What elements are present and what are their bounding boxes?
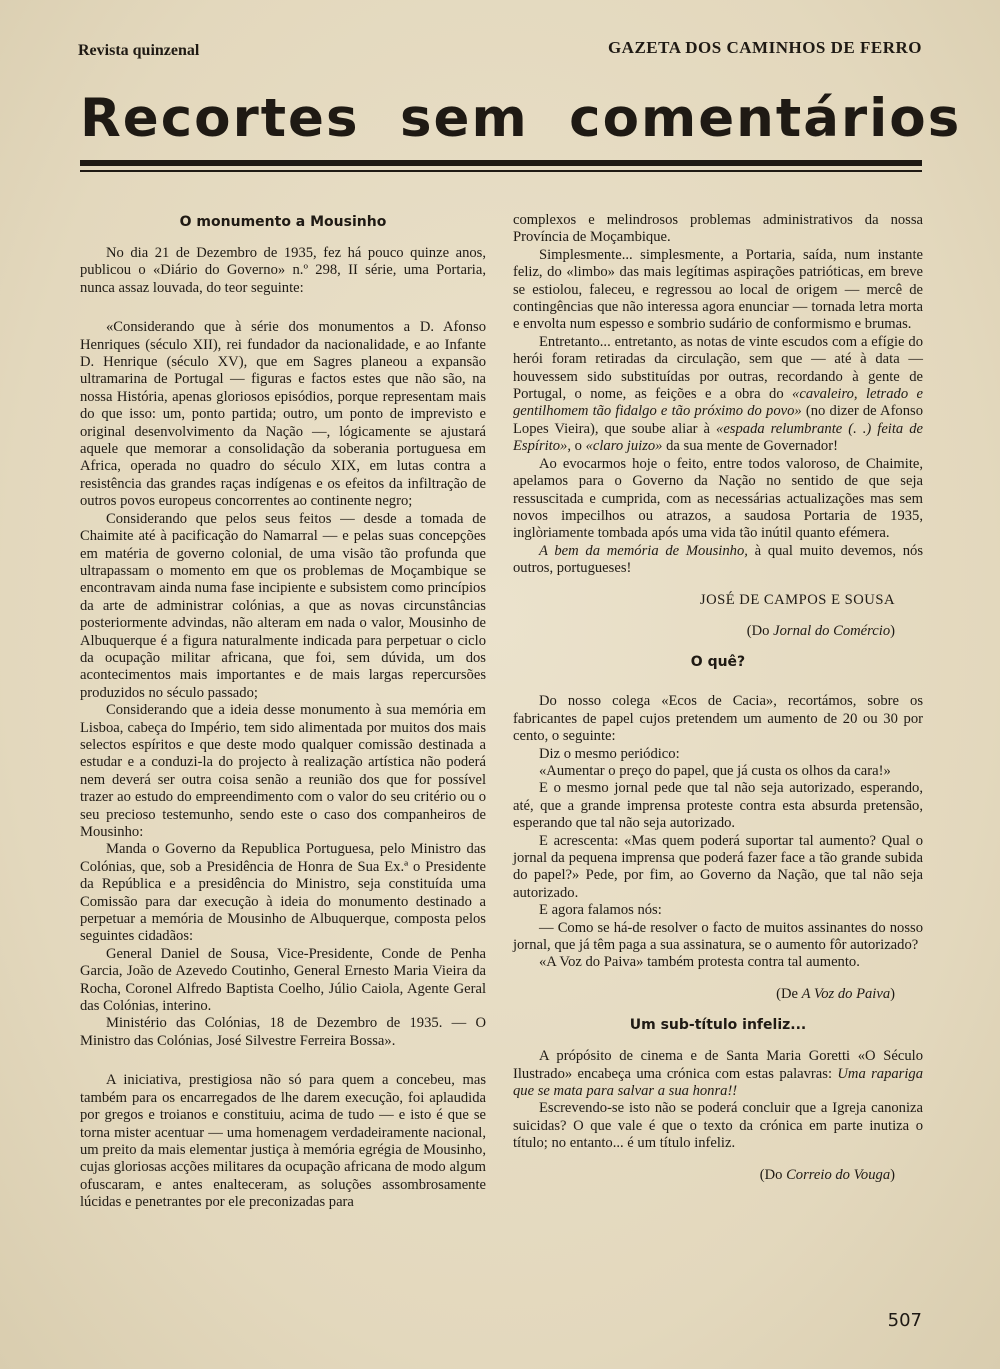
- paragraph: «Aumentar o preço do papel, que já custa os olhos da cara!»: [539, 762, 891, 779]
- column-left: [80, 214, 486, 1212]
- source-credit: (Do Correio do Vouga): [759, 1166, 895, 1183]
- paragraph: A iniciativa, prestigiosa não só para quem a concebeu, mas também para os encarregados de lhe darem execução, foi aplaudida por gregos e troianos e constituiu, acima de tudo — e isto é que se torna mister acentuar — uma homenagem verdadeiramente nacional, um preito da mais elementar justiça à memória egrégia de Mousinho, cujas gloriosas acções militares da ocupação africana de modo algum ofuscaram, e antes enalteceram, as soluções assombrosamente lúcidas e penetrantes por ele preconizadas para: [80, 1072, 486, 1211]
- article-heading: O quê?: [690, 654, 746, 671]
- paragraph: E agora falamos nós:: [539, 902, 662, 919]
- paragraph: No dia 21 de Dezembro de 1935, fez há pouco quinze anos, publicou o «Diário do Governo» n.º 298, II série, uma Portaria, nunca assaz louvada, do teor seguinte:: [80, 245, 486, 296]
- paragraph: Escrevendo-se isto não se poderá concluir que a Igreja canoniza suicidas? O que vale é que o texto da crónica em parte inutiza o título; no entanto... é um título infeliz.: [513, 1100, 923, 1152]
- page-number: 507: [887, 1310, 922, 1331]
- text-run: (no dizer de Afonso Lopes Vieira), que soube aliar à: [513, 403, 923, 437]
- italic-quote: Uma rapariga que se mata para salvar a sua honra!!: [513, 1065, 923, 1100]
- italic-phrase: A bem da memória de Mousinho,: [539, 542, 748, 559]
- italic-quote: «cavaleiro, letrado e gentilhomem tão fidalgo e tão próximo do povo»: [513, 386, 923, 420]
- title-rule-thick: [80, 160, 922, 166]
- paragraph: Considerando que a ideia desse monumento à sua memória em Lisboa, cabeça do Império, tem sido alimentada por muitos dos mais selectos espíritos e que deste modo qualquer comissão destinada a estudar e a conduzi-la do projecto à realização artística não poderá nem deverá ser outra coisa senão a reunião dos que for possível trazer ao estudo do empreendimento com o valor do seu critério ou o seu precioso testemunho, sendo este o caso dos companheiros de Mousinho:: [80, 702, 486, 840]
- paragraph: Considerando que pelos seus feitos — desde a tomada de Chaimite até à pacificação do Namarral — e pelas suas concepções em matéria de governo colonial, de uma visão tão profunda que ultrapassam o momento em que os problemas de Moçambique se encontravam ainda numa fase incipiente e subsistem como princípios da arte de administrar colónias, a que as novas circunstâncias posteriormente advindas, não alteram em nada o valor, Mousinho de Albuquerque é a figura naturalmente indicada para perpetuar o ciclo da ocupação militar africana, que foi, sem dúvida, um dos acontecimentos mais importantes e de mais largas repercursões produzidos no século passado;: [80, 510, 486, 701]
- text-run: à qual muito devemos, nós outros, portugueses!: [513, 542, 923, 577]
- paragraph: «Considerando que à série dos monumentos a D. Afonso Henriques (século XII), rei fundador da nacionalidade, e ao Infante D. Henrique (século XV), que em Sagres planeou a expansão ultramarina de Portugal — figuras e factos estes que não são, na nossa História, apenas gloriosos episódios, porque representam mais do que isso: um, ponto partida; outro, um ponto de imprevisto e original desenvolvimento da Nação —, lógicamente se ajustará aquele que memorar a consolidação da soberania portuguesa em Africa, operada no quadro do século XIX, em lutas contra a resistência das grandes raças indígenas e os efeitos da infiltração de outros povos europeus concorrentes ao continente negro;: [80, 319, 486, 510]
- paragraph: complexos e melindrosos problemas administrativos da nossa Província de Moçambique.: [513, 212, 923, 246]
- header-publication-name: GAZETA DOS CAMINHOS DE FERRO: [607, 38, 922, 57]
- article-heading: O monumento a Mousinho: [179, 214, 387, 230]
- paragraph: [513, 1048, 923, 1100]
- source-credit: (Do Jornal do Comércio): [746, 622, 895, 639]
- paragraph: E acrescenta: «Mas quem poderá suportar tal aumento? Qual o jornal da pequena imprensa que poderá fazer face a tão grande subida do papel?» Pede, por fim, ao Governo da Nação, que tal não seja autorizado.: [513, 832, 923, 901]
- page-title: Recortes sem comentários: [80, 88, 962, 149]
- header-periodicity: Revista quinzenal: [78, 42, 200, 59]
- paragraph: E o mesmo jornal pede que tal não seja autorizado, esperando, até, que a grande imprensa proteste contra esta absurda pretensão, esperando que tal não seja autorizado.: [513, 780, 923, 832]
- paragraph: — Como se há-de resolver o facto de muitos assinantes do nosso jornal, que já têm paga a sua assinatura, se o aumento fôr autorizado?: [513, 919, 923, 954]
- paragraph: «A Voz do Paiva» também protesta contra tal aumento.: [539, 954, 860, 971]
- text-run: A própósito de cinema e de Santa Maria Goretti «O Século Ilustrado» encabeça uma crónica com estas palavras:: [513, 1048, 923, 1082]
- paragraph: Do nosso colega «Ecos de Cacia», recortámos, sobre os fabricantes de papel cujos pretendem um aumento de 20 ou 30 por cento, o seguinte:: [513, 693, 923, 745]
- column-right: [513, 212, 923, 1184]
- paragraph: Ao evocarmos hoje o feito, entre todos valoroso, de Chaimite, apelamos para o Governo da Nação no sentido de que seja ressuscitada e cumprida, com as necessárias actualizações mas sem novos impecilhos ou atrazos, a saudosa Portaria de 1935, inglòriamente tombada após uma vida tão inútil quanto efémera.: [513, 455, 923, 542]
- paragraph: Ministério das Colónias, 18 de Dezembro de 1935. — O Ministro das Colónias, José Silvestre Ferreira Bossa».: [80, 1015, 486, 1049]
- paragraph: General Daniel de Sousa, Vice-Presidente, Conde de Penha Garcia, João de Azevedo Coutinho, General Ernesto Maria Vieira da Rocha, Coronel Alfredo Baptista Coelho, Júlio Caiola, Agente Geral das Colónias, interino.: [80, 945, 486, 1015]
- paragraph: Diz o mesmo periódico:: [539, 745, 680, 762]
- article-heading: Um sub-título infeliz...: [629, 1017, 807, 1034]
- paragraph: [513, 543, 923, 578]
- paragraph: [513, 334, 923, 456]
- source-credit: (De A Voz do Paiva): [776, 985, 895, 1002]
- paragraph: Manda o Governo da Republica Portuguesa, pelo Ministro das Colónias, que, sob a Presidência de Honra de Sua Ex.ª o Presidente da República e a presidência do Ministro, seja constituída uma Comissão para dar execução à ideia do monumento destinado a perpetuar a memória de Mousinho de Albuquerque, composta pelos seguintes cidadãos:: [80, 841, 486, 945]
- paragraph: Simplesmente... simplesmente, a Portaria, saída, num instante feliz, do «limbo» das mais legítimas aspirações patrióticas, em breve se estiolou, faleceu, e regressou ao local de origem — mercê de contingências que não interessa agora enunciar — tornada letra morta e envolta num espesso e sombrio sudário de conformismo e brumas.: [513, 246, 923, 333]
- text-run: da sua mente de Governador!: [662, 438, 838, 455]
- title-rule-thin: [80, 170, 922, 172]
- text-run: , o: [567, 438, 586, 455]
- italic-quote: «espada relumbrante (. .) feita de Espírito»: [513, 420, 923, 455]
- italic-quote: «claro juizo»: [585, 438, 663, 455]
- author-signature: JOSÉ DE CAMPOS E SOUSA: [699, 591, 895, 608]
- text-run: Entretanto... entretanto, as notas de vinte escudos com a efígie do herói foram retiradas da circulação, sem que — até à data — houvessem sido substituídas por outras, recordando à gente de Portugal, o nome, as feições e a obra do: [513, 333, 923, 403]
